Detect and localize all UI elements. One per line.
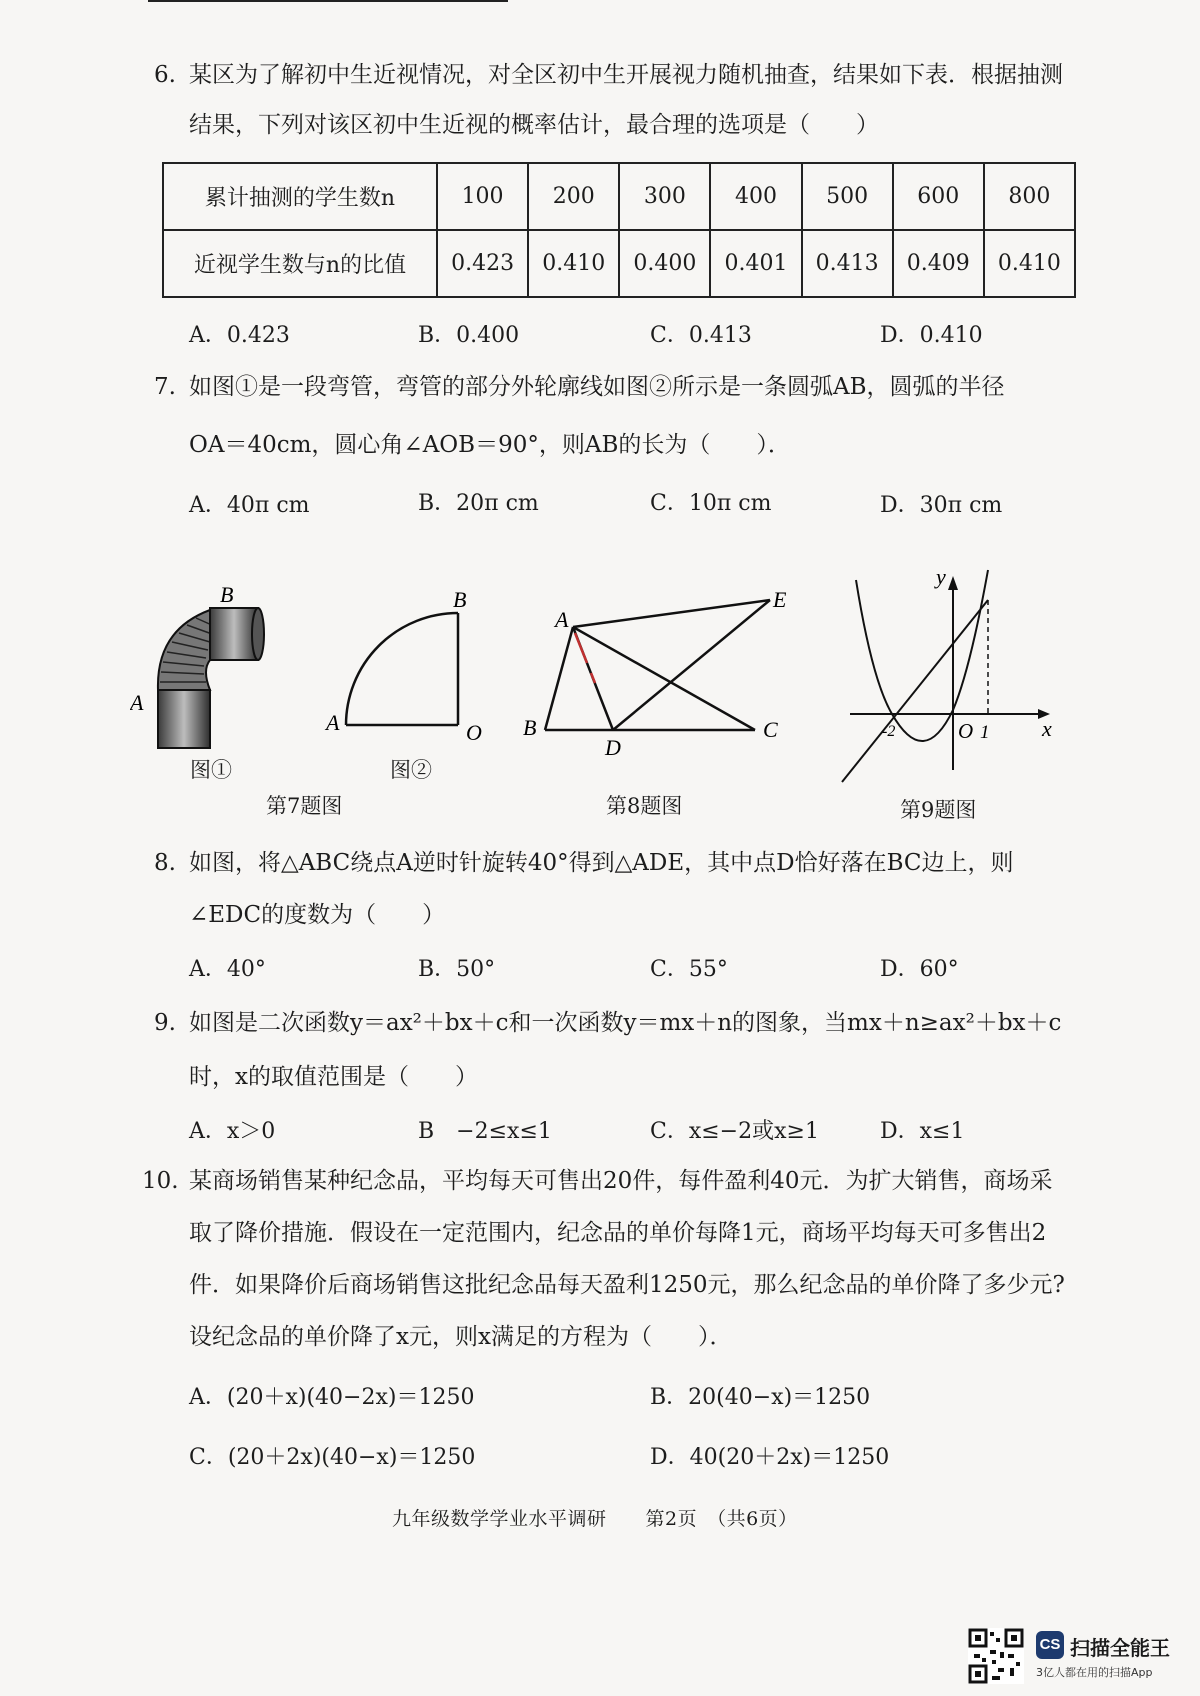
q10-number: 10. [142, 1168, 179, 1194]
fig9-label-y: y [936, 564, 946, 589]
q6-option-a[interactable]: A．0.423 [189, 323, 290, 348]
q6-line1: 某区为了解初中生近视情况，对全区初中生开展视力随机抽查，结果如下表．根据抽测 [189, 62, 1063, 88]
q9-line2: 时，x的取值范围是（ ） [189, 1064, 478, 1090]
fig8-point-b: B [523, 715, 537, 740]
table-cell: 200 [528, 163, 619, 230]
fig8-point-a: A [555, 607, 569, 632]
q6-option-d[interactable]: D．0.410 [880, 323, 983, 348]
fig8-point-e: E [773, 587, 787, 612]
table-cell: 300 [619, 163, 710, 230]
table-cell: 0.410 [528, 230, 619, 297]
table-cell: 400 [710, 163, 801, 230]
q6-table [162, 162, 1076, 298]
fig9-label-1: 1 [980, 722, 990, 743]
table-cell: 0.400 [619, 230, 710, 297]
q7-option-b[interactable]: B．20π cm [418, 491, 539, 516]
table-row [163, 163, 1075, 230]
table-cell: 0.409 [893, 230, 984, 297]
q9-number: 9. [154, 1010, 176, 1036]
caption-figure-9: 第9题图 [900, 798, 977, 822]
q6-line2: 结果，下列对该区初中生近视的概率估计，最合理的选项是（ ） [189, 112, 879, 138]
top-rule [148, 0, 508, 2]
q10-option-b[interactable]: B．20(40−x)＝1250 [650, 1385, 871, 1410]
table-header-ratio: 近视学生数与n的比值 [163, 230, 437, 297]
table-header-n: 累计抽测的学生数n [163, 163, 437, 230]
q9-line1: 如图是二次函数y＝ax²＋bx＋c和一次函数y＝mx＋n的图象，当mx＋n≥ax²＋bx＋c [189, 1010, 1062, 1036]
table-cell: 100 [437, 163, 528, 230]
fig2-point-b: B [453, 587, 467, 612]
q10-option-d[interactable]: D．40(20＋2x)＝1250 [650, 1445, 890, 1470]
qr-code-icon [968, 1628, 1024, 1684]
table-cell: 0.410 [984, 230, 1075, 297]
q10-line4: 设纪念品的单价降了x元，则x满足的方程为（ ）． [189, 1324, 733, 1350]
fig8-point-d: D [605, 735, 621, 760]
figure-2-arc [320, 585, 490, 745]
table-cell: 600 [893, 163, 984, 230]
q8-option-d[interactable]: D．60° [880, 957, 959, 982]
page-footer: 九年级数学学业水平调研 第2页 （共6页） [392, 1508, 798, 1530]
fig1-point-b: B [220, 582, 234, 607]
table-cell: 500 [802, 163, 893, 230]
figure-2-label: 图② [390, 758, 432, 782]
q7-option-a[interactable]: A．40π cm [189, 493, 310, 518]
q8-line1: 如图，将△ABC绕点A逆时针旋转40°得到△ADE，其中点D恰好落在BC边上，则 [189, 850, 1014, 876]
q6-option-b[interactable]: B．0.400 [418, 323, 520, 348]
q7-line2: OA＝40cm，圆心角∠AOB＝90°，则AB的长为（ ）． [189, 432, 791, 458]
watermark-brand: 扫描全能王 [1070, 1638, 1170, 1660]
figure-9-graph [820, 560, 1060, 790]
caption-figure-7: 第7题图 [266, 794, 343, 818]
q10-option-a[interactable]: A．(20＋x)(40−2x)＝1250 [189, 1385, 475, 1410]
table-cell: 0.413 [802, 230, 893, 297]
q7-option-d[interactable]: D．30π cm [880, 493, 1003, 518]
q7-number: 7. [154, 374, 176, 400]
fig2-point-o: O [466, 720, 482, 745]
fig2-point-a: A [326, 710, 340, 735]
q8-line2: ∠EDC的度数为（ ） [189, 902, 446, 928]
q8-option-b[interactable]: B．50° [418, 957, 496, 982]
q8-option-a[interactable]: A．40° [189, 957, 266, 982]
table-cell: 0.401 [710, 230, 801, 297]
q8-option-c[interactable]: C．55° [650, 957, 728, 982]
figure-1-label: 图① [190, 758, 232, 782]
q6-number: 6. [154, 62, 176, 88]
q9-option-b[interactable]: B −2≤x≤1 [418, 1119, 552, 1144]
q9-option-d[interactable]: D．x≤1 [880, 1119, 965, 1144]
fig9-label-neg2: -2 [882, 723, 896, 740]
q10-line2: 取了降价措施．假设在一定范围内，纪念品的单价每降1元，商场平均每天可多售出2 [189, 1220, 1047, 1246]
table-row [163, 230, 1075, 297]
q9-option-c[interactable]: C．x≤−2或x≥1 [650, 1119, 819, 1144]
q10-option-c[interactable]: C．(20＋2x)(40−x)＝1250 [189, 1445, 476, 1470]
q10-line3: 件．如果降价后商场销售这批纪念品每天盈利1250元，那么纪念品的单价降了多少元? [189, 1272, 1065, 1298]
table-cell: 0.423 [437, 230, 528, 297]
fig9-label-x: x [1042, 716, 1052, 741]
fig9-label-o: O [958, 719, 974, 743]
caption-figure-8: 第8题图 [606, 794, 683, 818]
table-cell: 800 [984, 163, 1075, 230]
fig8-point-c: C [763, 717, 778, 742]
q7-line1: 如图①是一段弯管，弯管的部分外轮廓线如图②所示是一条圆弧AB，圆弧的半径 [189, 374, 1005, 400]
camscanner-logo-icon: CS [1036, 1631, 1064, 1659]
q7-option-c[interactable]: C．10π cm [650, 491, 772, 516]
figure-8-triangles [515, 585, 795, 760]
q10-line1: 某商场销售某种纪念品，平均每天可售出20件，每件盈利40元．为扩大销售，商场采 [189, 1168, 1053, 1194]
q8-number: 8. [154, 850, 176, 876]
figure-1-point-labels [130, 580, 250, 720]
q9-option-a[interactable]: A．x＞0 [189, 1119, 276, 1144]
q6-option-c[interactable]: C．0.413 [650, 323, 752, 348]
watermark-tagline: 3亿人都在用的扫描App [1036, 1666, 1153, 1679]
fig1-point-a: A [130, 690, 144, 715]
